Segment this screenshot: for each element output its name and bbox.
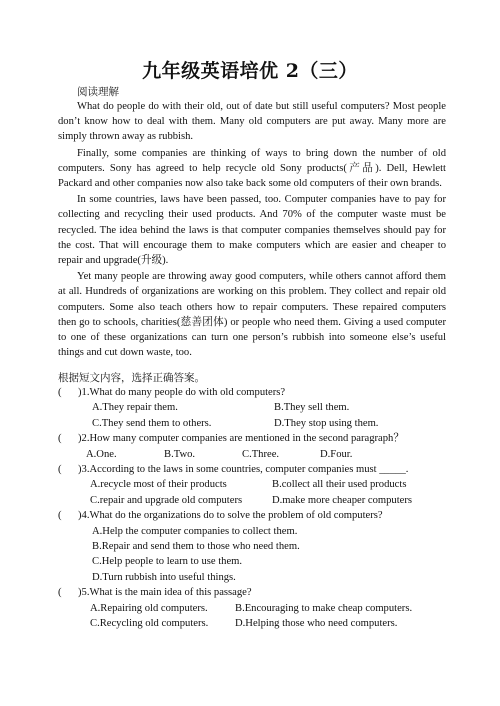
reading-passage [58,99,446,361]
option-a: A.recycle most of their products [90,479,227,491]
question-5 [58,585,458,631]
question-4 [58,508,458,585]
option-b: B.collect all their used products [272,479,407,491]
question-3 [58,462,458,508]
option-a: A.Repairing old computers. [90,602,208,614]
question-2 [58,431,458,462]
option-a: A.One. [86,448,117,460]
answer-blank: ( [58,433,62,445]
question-stem: )5.What is the main idea of this passage? [78,587,252,599]
option-b: B.They sell them. [274,402,350,414]
option-d: D.Turn rubbish into useful things. [92,571,236,583]
passage-paragraph: In some countries, laws have been passed, too. Computer companies have to pay for collecting and recycling their used products. And 70% of the computer waste must be recycled. The idea behind the laws is that computer companies themselves should pay for the cost. That will encourage them to make computers which are easier and cheaper to repair and upgrade(升级). [58,194,446,267]
question-stem: )4.What do the organizations do to solve the problem of old computers? [78,510,383,522]
option-b: B.Repair and send them to those who need them. [92,541,300,553]
question-list [58,385,458,632]
answer-blank: ( [58,510,62,522]
passage-paragraph: Yet many people are throwing away good computers, while others cannot afford them at all. Hundreds of organizations are working on this problem. They collect and repair old computers. Some also teach others how to repair computers. These repaired computers then go to schools, charities(慈善团体) or people who need them. Giving a used computer to one of these organizations can turn one person’s rubbish into someone else’s useful things and cut down waste, too. [58,271,446,359]
question-stem: )2.How many computer companies are mentioned in the second paragraph？ [78,433,404,445]
answer-blank: ( [58,464,62,476]
option-d: D.make more cheaper computers [272,494,413,506]
answer-blank: ( [58,587,62,599]
passage-paragraph: Finally, some companies are thinking of ways to bring down the number of old computers. Sony has agreed to help recycle old Sony products(产品). Dell, Hewlett Packard and other companies now also take back some old computers of their own brands. [58,147,446,190]
instruction-text: 根据短文内容，选择正确答案。 [58,372,205,384]
option-d: D.They stop using them. [274,417,379,429]
option-c: C.Recycling old computers. [90,618,209,630]
option-a: A.Help the computer companies to collect them. [92,525,298,537]
option-b: B.Two. [164,448,196,460]
option-c: C.They send them to others. [92,417,212,429]
page-title: 九年级英语培优 2（三） [142,60,358,82]
option-d: D.Four. [320,448,353,460]
answer-blank: ( [58,387,62,398]
section-label: 阅读理解 [77,86,119,98]
question-stem: )3.According to the laws in some countries, computer companies must _____. [78,464,409,476]
option-d: D.Helping those who need computers. [235,618,398,630]
option-c: C.repair and upgrade old computers [90,494,243,506]
option-c: C.Three. [242,448,280,460]
option-c: C.Help people to learn to use them. [92,556,243,568]
option-a: A.They repair them. [92,402,178,414]
option-b: B.Encouraging to make cheap computers. [235,602,413,614]
question-stem: )1.What do many people do with old computers? [78,387,286,398]
question-1 [58,385,458,431]
passage-paragraph: What do people do with their old, out of date but still useful computers? Most people don’t know how to deal with them. Many old computers are put away. Many more are simply thrown away as rubbish. [58,101,446,143]
